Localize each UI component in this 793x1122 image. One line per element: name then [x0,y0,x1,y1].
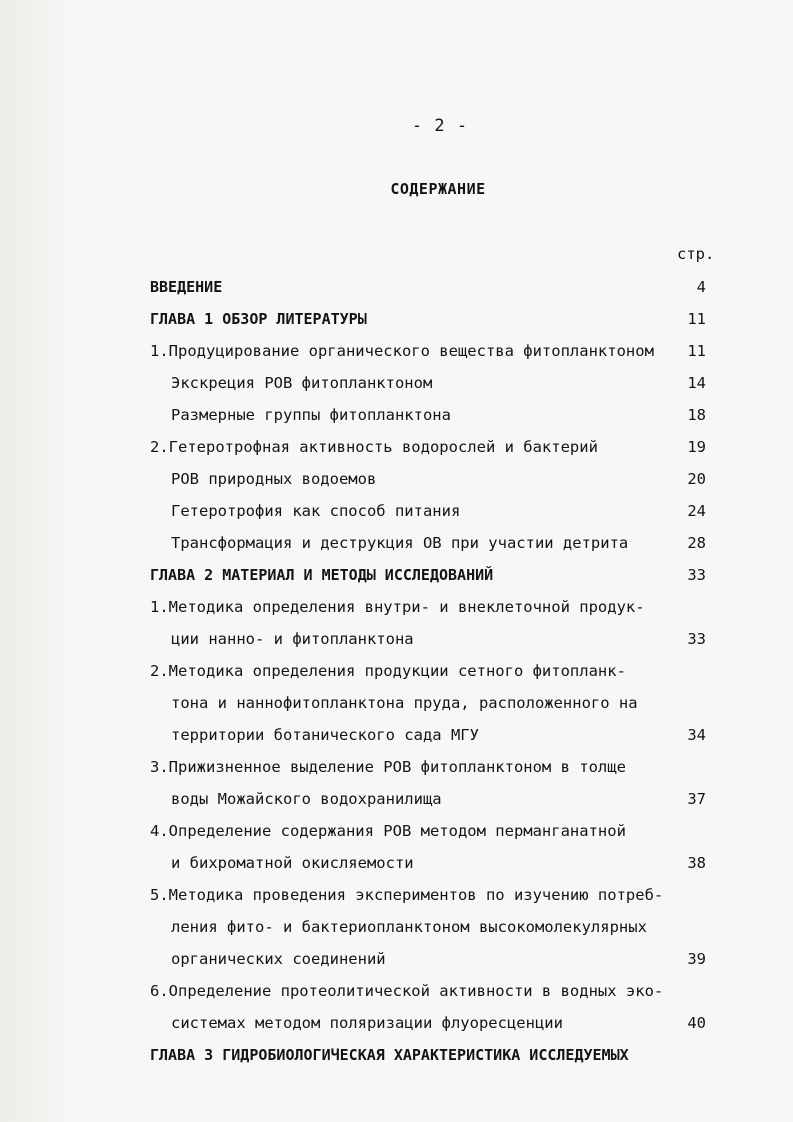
toc-page-intro: 4 [696,278,706,296]
toc-page-2-3: 37 [687,790,706,808]
toc-page-2-2: 34 [687,726,706,744]
toc-page-2-1: 33 [687,630,706,648]
toc-entry-2-1-line2: ции нанно- и фитопланктона [171,630,414,648]
toc-entry-2-2-line2: тона и наннофитопланктона пруда, расположенного на [171,694,638,712]
toc-entry-1-2b: Гетеротрофия как способ питания [171,502,461,520]
toc-entry-2-5-line1: 5.Методика проведения экспериментов по изучению потреб- [150,886,664,904]
toc-page-1-1a: 14 [687,374,706,392]
toc-page-chapter-2: 33 [687,566,706,584]
toc-page-2-4: 38 [687,854,706,872]
toc-entry-chapter-2: ГЛАВА 2 МАТЕРИАЛ И МЕТОДЫ ИССЛЕДОВАНИЙ [150,566,494,584]
toc-page-1-2b: 24 [687,502,706,520]
toc-entry-2-6-line1: 6.Определение протеолитической активности в водных эко- [150,982,664,1000]
toc-entry-2-5-line2: ления фито- и бактериопланктоном высокомолекулярных [171,918,647,936]
toc-entry-2-3-line1: 3.Прижизненное выделение РОВ фитопланктоном в толще [150,758,626,776]
toc-entry-2-3-line2: воды Можайского водохранилища [171,790,442,808]
toc-page-1-1b: 18 [687,406,706,424]
toc-entry-1-2c: Трансформация и деструкция ОВ при участии детрита [171,534,629,552]
toc-entry-1-1b: Размерные группы фитопланктона [171,406,451,424]
toc-entry-1-2a: РОВ природных водоемов [171,470,377,488]
scan-edge-shadow [0,0,80,1122]
toc-entry-2-5-line3: органических соединений [171,950,386,968]
toc-entry-chapter-1: ГЛАВА 1 ОБЗОР ЛИТЕРАТУРЫ [150,310,367,328]
toc-entry-2-1-line1: 1.Методика определения внутри- и внеклеточной продук- [150,598,645,616]
toc-title: СОДЕРЖАНИЕ [390,180,486,198]
toc-entry-1-1a: Экскреция РОВ фитопланктоном [171,374,433,392]
toc-entry-2-2-line1: 2.Методика определения продукции сетного фитопланк- [150,662,626,680]
toc-page-chapter-1: 11 [687,310,706,328]
toc-entry-chapter-3: ГЛАВА 3 ГИДРОБИОЛОГИЧЕСКАЯ ХАРАКТЕРИСТИКА ИССЛЕДУЕМЫХ [150,1046,629,1064]
toc-entry-2-4-line2: и бихроматной окисляемости [171,854,414,872]
toc-entry-1-1: 1.Продуцирование органического вещества фитопланктоном [150,342,654,360]
pages-column-label: стр. [677,245,715,263]
toc-page-2-6: 40 [687,1014,706,1032]
toc-page-1-2c: 28 [687,534,706,552]
toc-page-1-2: 19 [687,438,706,456]
toc-entry-intro: ВВЕДЕНИЕ [150,278,223,296]
toc-page-1-1: 11 [687,342,706,360]
toc-page-2-5: 39 [687,950,706,968]
toc-entry-1-2: 2.Гетеротрофная активность водорослей и бактерий [150,438,598,456]
toc-entry-2-4-line1: 4.Определение содержания РОВ методом перманганатной [150,822,626,840]
page-number: - 2 - [411,116,469,136]
toc-page-1-2a: 20 [687,470,706,488]
toc-entry-2-6-line2: системах методом поляризации флуоресценции [171,1014,563,1032]
toc-entry-2-2-line3: территории ботанического сада МГУ [171,726,479,744]
